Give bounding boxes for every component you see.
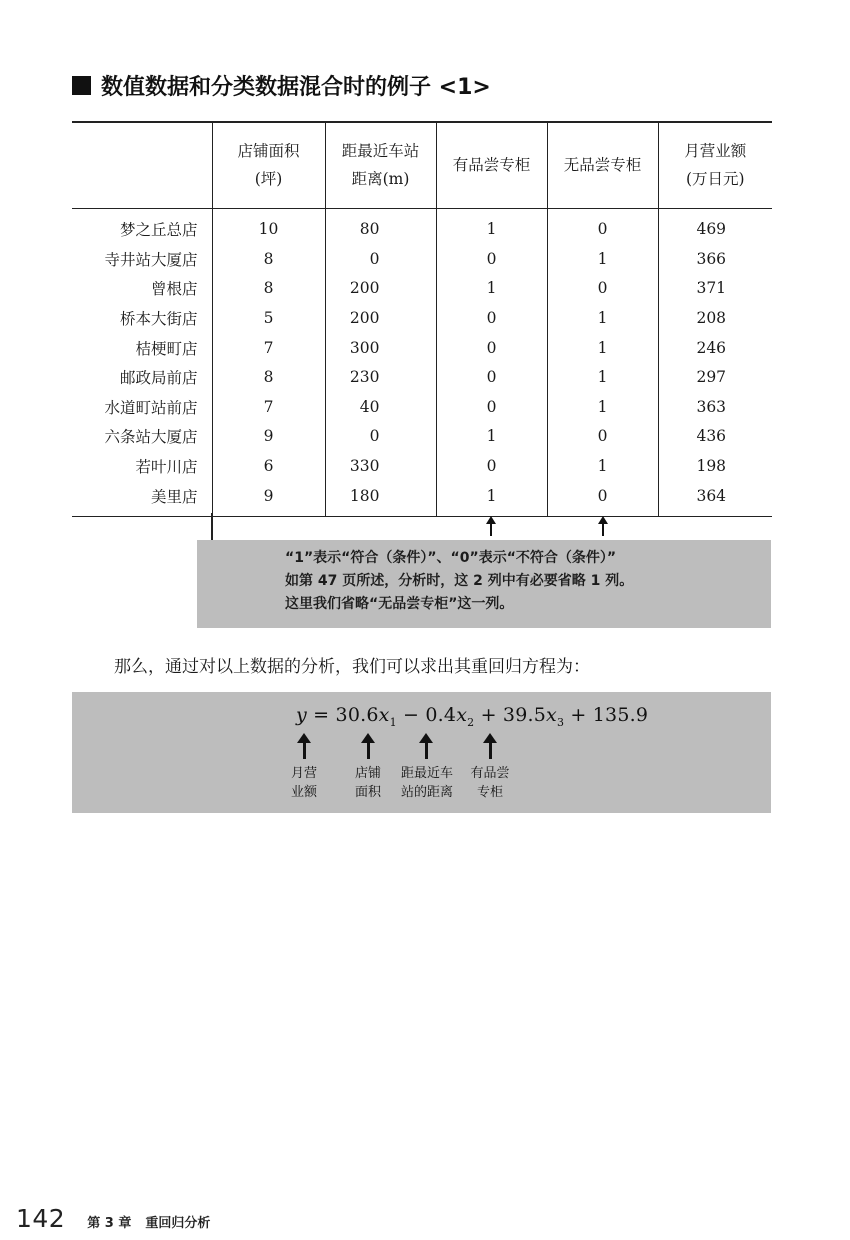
cell-has-tasting: 0: [436, 303, 547, 333]
cell-no-tasting: 0: [547, 208, 658, 244]
cell-distance: 0: [325, 422, 436, 452]
data-table: [72, 121, 772, 517]
cell-has-tasting: 0: [436, 244, 547, 274]
intro-paragraph: 那么，通过对以上数据的分析，我们可以求出其重回归方程为：: [114, 657, 590, 677]
cell-area: 8: [212, 274, 325, 304]
cell-distance: 300: [325, 333, 436, 363]
cell-area: 8: [212, 362, 325, 392]
cell-no-tasting: 1: [547, 362, 658, 392]
cell-sales: 246: [658, 333, 772, 363]
cell-has-tasting: 0: [436, 392, 547, 422]
store-name: 寺井站大厦店: [104, 250, 198, 269]
header-no-tasting: 无品尝专柜: [547, 122, 658, 208]
cell-no-tasting: 1: [547, 451, 658, 481]
cell-distance: 80: [325, 208, 436, 244]
section-heading: [72, 70, 491, 100]
cell-no-tasting: 0: [547, 274, 658, 304]
cell-has-tasting: 0: [436, 451, 547, 481]
note-line: 如第 47 页所述，分析时，这 2 列中有必要省略 1 列。: [285, 573, 634, 589]
cell-distance: 230: [325, 362, 436, 392]
cell-no-tasting: 0: [547, 481, 658, 517]
cell-area: 7: [212, 392, 325, 422]
cell-distance: 330: [325, 451, 436, 481]
header-distance: 距最近车站 距离(m): [325, 122, 436, 208]
store-name: 若叶川店: [135, 458, 198, 477]
cell-sales: 366: [658, 244, 772, 274]
table-row: [72, 362, 772, 392]
cell-has-tasting: 0: [436, 333, 547, 363]
store-name: 桥本大街店: [119, 310, 198, 329]
table-row: [72, 303, 772, 333]
table-row: [72, 208, 772, 244]
table-row: [72, 244, 772, 274]
table-row: [72, 333, 772, 363]
cell-has-tasting: 1: [436, 481, 547, 517]
header-store: [72, 122, 212, 208]
store-name: 梦之丘总店: [119, 221, 198, 240]
cell-distance: 40: [325, 392, 436, 422]
header-sales: 月营业额 (万日元): [658, 122, 772, 208]
table-header-row: [72, 122, 772, 208]
table-row: [72, 481, 772, 517]
cell-distance: 0: [325, 244, 436, 274]
cell-sales: 297: [658, 362, 772, 392]
note-line: 这里我们省略“无品尝专柜”这一列。: [285, 596, 514, 612]
chapter-title: 重回归分析: [145, 1216, 211, 1231]
cell-distance: 180: [325, 481, 436, 517]
cell-area: 9: [212, 481, 325, 517]
page-number: 142: [16, 1204, 66, 1233]
store-name: 邮政局前店: [119, 369, 198, 388]
cell-distance: 200: [325, 303, 436, 333]
store-name: 桔梗町店: [135, 339, 198, 358]
cell-has-tasting: 0: [436, 362, 547, 392]
table-row: [72, 392, 772, 422]
label-distance: 距最近车 站的距离: [400, 766, 453, 800]
cell-sales: 198: [658, 451, 772, 481]
table-row: [72, 422, 772, 452]
chapter-number: 第 3 章: [87, 1216, 132, 1231]
store-name: 六条站大厦店: [104, 428, 198, 447]
cell-area: 6: [212, 451, 325, 481]
cell-area: 5: [212, 303, 325, 333]
cell-no-tasting: 1: [547, 303, 658, 333]
cell-sales: 371: [658, 274, 772, 304]
cell-area: 7: [212, 333, 325, 363]
cell-no-tasting: 1: [547, 244, 658, 274]
cell-sales: 363: [658, 392, 772, 422]
cell-has-tasting: 1: [436, 208, 547, 244]
square-bullet-icon: [72, 76, 91, 95]
label-sales: 月营 业额: [290, 766, 317, 800]
cell-sales: 469: [658, 208, 772, 244]
table-row: [72, 274, 772, 304]
label-area: 店铺 面积: [354, 766, 381, 800]
regression-equation: $y = 30.6x_1 - 0.4x_2 + 39.5x_3 + 135.9$: [296, 704, 649, 729]
table-row: [72, 451, 772, 481]
note-box: [197, 540, 771, 628]
cell-distance: 200: [325, 274, 436, 304]
store-name: 水道町站前店: [104, 398, 198, 417]
cell-no-tasting: 1: [547, 333, 658, 363]
header-area: 店铺面积 (坪): [212, 122, 325, 208]
cell-area: 9: [212, 422, 325, 452]
store-name: 美里店: [72, 481, 212, 517]
cell-no-tasting: 1: [547, 392, 658, 422]
cell-area: 8: [212, 244, 325, 274]
cell-sales: 436: [658, 422, 772, 452]
header-has-tasting: 有品尝专柜: [436, 122, 547, 208]
note-line: “1”表示“符合（条件）”、“0”表示“不符合（条件）”: [285, 550, 617, 566]
column-tick: [211, 513, 213, 540]
cell-sales: 364: [658, 481, 772, 517]
cell-sales: 208: [658, 303, 772, 333]
cell-has-tasting: 1: [436, 422, 547, 452]
cell-has-tasting: 1: [436, 274, 547, 304]
cell-area: 10: [212, 208, 325, 244]
heading-text: 数值数据和分类数据混合时的例子 <1>: [101, 74, 491, 100]
store-name: 曾根店: [150, 280, 198, 299]
label-tasting: 有品尝 专柜: [470, 766, 510, 800]
cell-no-tasting: 0: [547, 422, 658, 452]
page-footer: [16, 1204, 210, 1240]
